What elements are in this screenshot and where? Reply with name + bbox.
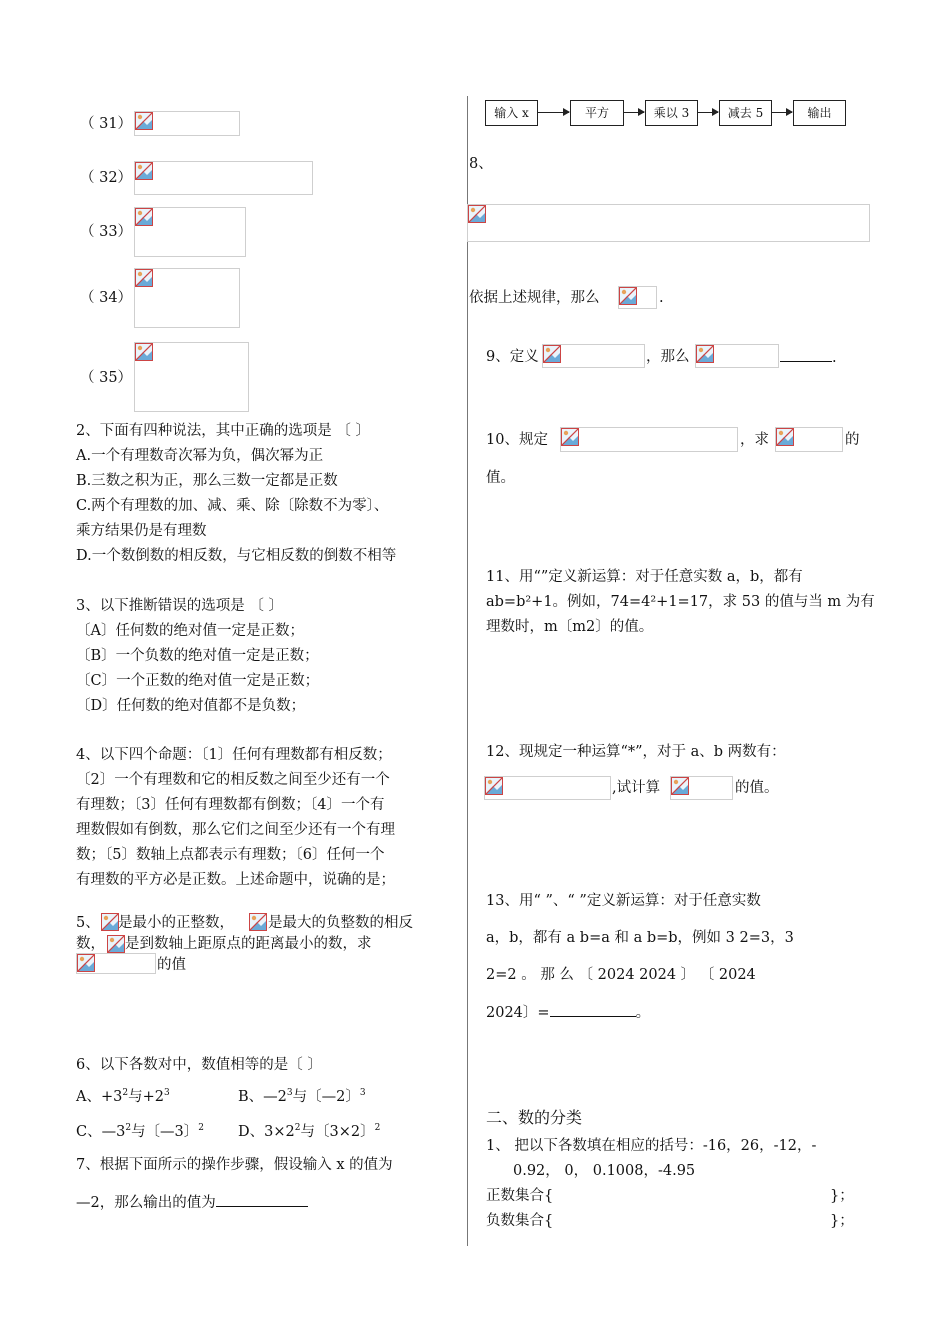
item-32-label: （ 32） [80,170,133,186]
flow-step-subtract: 减去 5 [719,100,772,126]
flow-arrow [772,112,792,113]
formula-image-q9a [542,344,645,368]
column-divider [467,96,468,1246]
answer-blank[interactable] [550,1002,636,1017]
formula-image-q8b [618,286,657,309]
q13-line: 2024〕= 。 [486,1002,650,1023]
broken-image-icon [619,287,637,305]
answer-blank[interactable] [780,347,832,362]
negative-set-label: 负数集合{ [486,1213,554,1229]
formula-image-q8 [467,204,870,242]
formula-image-q9b [695,344,779,368]
broken-image-icon [135,269,153,287]
item-34-label: （ 34） [80,290,133,306]
formula-image-expression [76,953,156,974]
q10-text-2: ，求 [740,432,769,448]
broken-image-icon [561,428,579,446]
flow-arrow [698,112,718,113]
q11-line: 11、用“”定义新运算：对于任意实数 a，b，都有 [486,569,803,585]
q8-number: 8、 [469,156,493,172]
q12-text-2: 的值。 [735,780,779,796]
q3-option-a: 〔A〕任何数的绝对值一定是正数； [76,623,304,639]
broken-image-icon [135,208,153,226]
q7-line1: 7、根据下面所示的操作步骤，假设输入 x 的值为 [76,1157,393,1173]
broken-image-icon [485,777,503,795]
q13-line: a，b，都有 a b=a 和 a b=b，例如 3 2=3，3 [486,930,794,946]
formula-image-35 [134,342,249,412]
negative-set-close: }； [830,1213,854,1229]
q12-line1: 12、现规定一种运算“*”，对于 a、b 两数有： [486,744,786,760]
q2-option-a: A.一个有理数奇次幂为负，偶次幂为正 [76,448,324,464]
q5-text-3: 数， [76,936,105,952]
q2-option-c-line2: 乘方结果仍是有理数 [76,523,207,539]
q7-line2: —2，那么输出的值为 [76,1192,308,1213]
flow-step-square: 平方 [570,100,624,126]
broken-image-icon [468,205,486,223]
flow-arrow [624,112,644,113]
broken-image-icon [671,777,689,795]
formula-image-32 [134,161,313,195]
flow-step-input: 输入 x [485,100,538,126]
q13-line: 13、用“ ”、“ ”定义新运算：对于任意实数 [486,893,761,909]
q10-text-3: 的 [845,432,860,448]
broken-image-icon [135,343,153,361]
s2-q1-line1: 1、 把以下各数填在相应的括号：-16，26，-12，- [486,1138,817,1154]
broken-image-icon [696,345,714,363]
q6-option-d: D、$3\times 2^2$与〔3×2〕$^2$ [238,1123,381,1140]
q11-line: 理数时，m〔m2〕的值。 [486,619,654,635]
q9-answer: . [780,347,837,368]
broken-image-icon [135,112,153,130]
q9-text: 9、定义 [486,349,539,365]
q6-stem: 6、以下各数对中，数值相等的是〔 〕 [76,1057,322,1073]
q2-option-c-line1: C.两个有理数的加、减、乘、除〔除数不为零〕、 [76,498,389,514]
q4-line: 4、以下四个命题：〔1〕任何有理数都有相反数； [76,747,392,763]
formula-image-b [249,913,267,931]
q13-line: 2=2 。 那 么 〔 2024 2024 〕 〔 2024 [486,967,756,983]
q10-text: 10、规定 [486,432,548,448]
q4-line: 有理数；〔3〕任何有理数都有倒数；〔4〕一个有 [76,797,385,813]
flow-step-multiply: 乘以 3 [645,100,698,126]
q8-period: . [659,290,664,306]
q2-option-d: D.一个数倒数的相反数，与它相反数的倒数不相等 [76,548,397,564]
q4-line: 数；〔5〕数轴上点都表示有理数；〔6〕任何一个 [76,847,385,863]
q3-stem: 3、以下推断错误的选项是 〔 〕 [76,598,283,614]
q10-line2: 值。 [486,470,515,486]
q2-option-b: B.三数之积为正，那么三数一定都是正数 [76,473,338,489]
formula-image-q10a [560,427,738,452]
q5-text-5: 的值 [157,957,186,973]
broken-image-icon [776,428,794,446]
section-heading: 二、数的分类 [486,1108,583,1127]
q8-conclusion: 依据上述规律，那么 [469,290,600,306]
q3-option-c: 〔C〕一个正数的绝对值一定是正数； [76,673,320,689]
q5-number: 5、 [76,915,100,931]
q5-text-4: 是到数轴上距原点的距离最小的数，求 [125,936,372,952]
item-35-label: （ 35） [80,370,133,386]
q4-line: 〔2〕一个有理数和它的相反数之间至少还有一个 [76,772,390,788]
positive-set-close: }； [830,1188,854,1204]
formula-image-34 [134,268,240,328]
q6-option-b: B、$—2^3$与〔—2〕$^3$ [238,1088,366,1105]
broken-image-icon [543,345,561,363]
s2-q1-line2: 0.92， 0， 0.1008，-4.95 [513,1163,696,1179]
q3-option-b: 〔B〕一个负数的绝对值一定是正数； [76,648,319,664]
item-33-label: （ 33） [80,224,133,240]
q9-text-2: ，那么 [646,349,690,365]
broken-image-icon [249,913,267,931]
item-31-label: （ 31） [80,116,133,132]
q6-option-a: A、$+3^2$与$+2^3$ [76,1088,170,1105]
broken-image-icon [101,913,119,931]
q2-stem: 2、下面有四种说法，其中正确的选项是 〔 〕 [76,423,370,439]
q12-text: ,试计算 [612,780,661,796]
formula-image-q12a [484,776,611,800]
q4-line: 有理数的平方必是正数。上述命题中，说确的是； [76,872,395,888]
flow-step-output: 输出 [793,100,846,126]
q3-option-d: 〔D〕任何数的绝对值都不是负数； [76,698,306,714]
q5-text-2: 是最大的负整数的相反 [268,915,413,931]
formula-image-c [107,935,125,953]
formula-image-31 [134,111,240,136]
formula-image-33 [134,207,246,257]
q11-line: ab=b²+1。例如，74=4²+1=17，求 53 的值与当 m 为有 [486,594,875,610]
q5-text-1: 是最小的正整数， [118,915,234,931]
flow-arrow [538,112,569,113]
formula-image-q10b [775,427,843,452]
broken-image-icon [107,935,125,953]
broken-image-icon [77,954,95,972]
q6-option-c: C、$—3^2$与〔—3〕$^2$ [76,1123,205,1140]
formula-image-q12b [670,776,733,800]
broken-image-icon [135,162,153,180]
positive-set-label: 正数集合{ [486,1188,554,1204]
answer-blank[interactable] [216,1192,308,1207]
q4-line: 理数假如有倒数，那么它们之间至少还有一个有理 [76,822,395,838]
formula-image-a [101,913,118,931]
